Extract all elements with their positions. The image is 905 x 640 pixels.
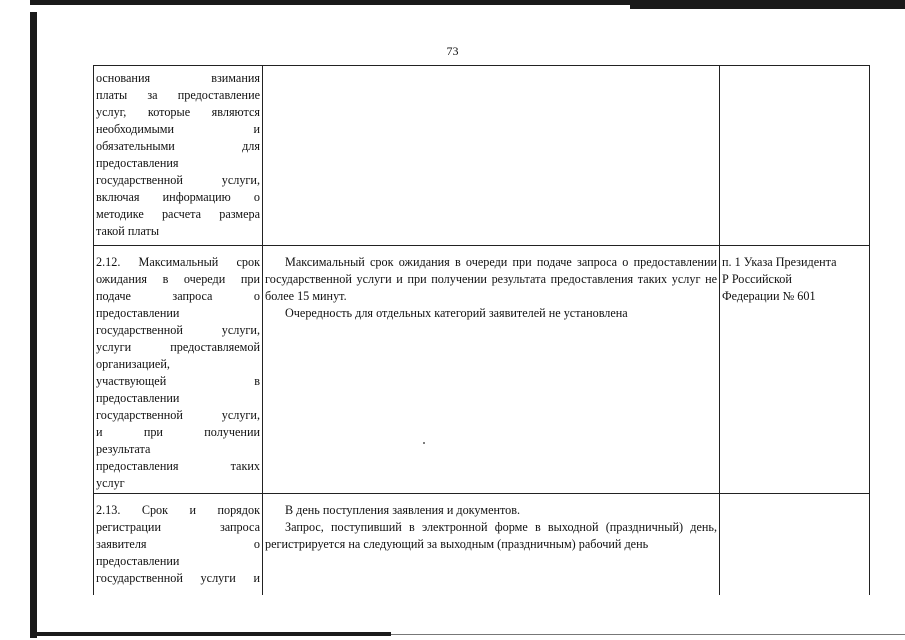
row-3-requirement: 2.13. Срок и порядок регистрации запроса заявителя о предоставлении государственной услуги и <box>96 503 260 585</box>
column-divider-2 <box>719 65 720 595</box>
row-2-requirement: 2.12. Максимальный срок ожидания в очереди при подаче запроса о предоставлении государственной услуги, услуги предоставляемой организацией, участвующей в предоставлении государственной услуги, и при получении результата предоставления таких услуг <box>96 255 260 490</box>
table-border-top <box>93 65 870 66</box>
column-divider-1 <box>262 65 263 595</box>
scan-border-bottom-thin <box>391 634 905 635</box>
row-3-description: В день поступления заявления и документов. Запрос, поступивший в электронной форме в выходной (праздничный) день, регистрируется на следующий за выходным (праздничным) рабочий день <box>265 503 717 551</box>
scan-border-bottom <box>36 632 391 636</box>
row-2-legal-basis: п. 1 Указа Президента Р Российской Федерации № 601 <box>722 255 837 303</box>
table-border-left <box>93 65 94 595</box>
regulation-table <box>93 65 870 595</box>
row-divider-2 <box>93 493 870 494</box>
scan-border-left <box>30 12 37 638</box>
table-border-right <box>869 65 870 595</box>
scan-speck <box>423 442 425 444</box>
row-1-requirement: основания взимания платы за предоставление услуг, которые являются необходимыми и обязательными для предоставления государственной услуги, включая информацию о методике расчета размера такой платы <box>96 71 260 238</box>
row-2-description: Максимальный срок ожидания в очереди при подаче запроса о предоставлении государственной услуги и при получении результата предоставления таких услуг не более 15 минут. Очередность для отдельных категорий заявителей не установлена <box>265 255 717 320</box>
scan-border-top-right <box>630 5 905 9</box>
page-number: 73 <box>446 44 459 58</box>
row-divider-1 <box>93 245 870 246</box>
